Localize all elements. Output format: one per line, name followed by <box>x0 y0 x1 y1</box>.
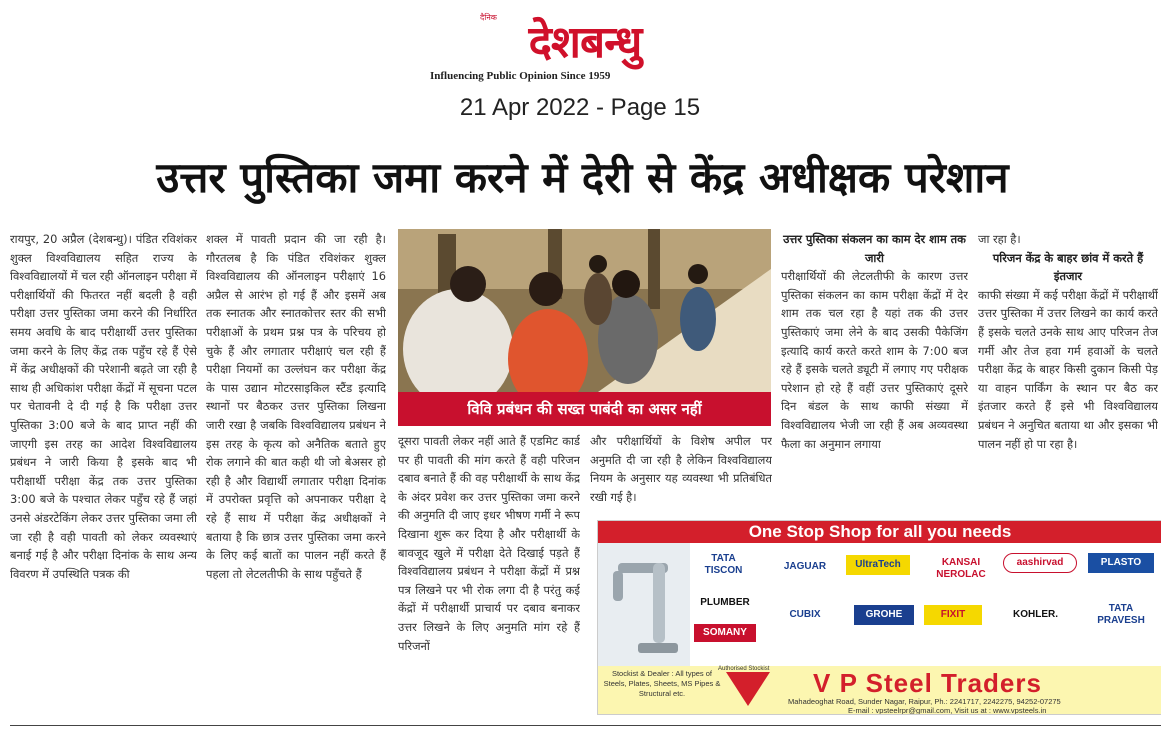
faucet-image <box>598 543 690 666</box>
brand-plumber: PLUMBER <box>700 597 750 608</box>
company-name: V P Steel Traders <box>813 668 1042 698</box>
column-text: काफी संख्या में कई परीक्षा केंद्रों में परीक्षार्थी उत्तर पुस्तिका में उत्तर लिखने का कार्य करते हैं इसके चलते उनके साथ आए परिजन तेज गर्मी और तेज हवा गर्म हवाओं के चलते परीक्षा केंद्र के बाहर किसी दुकान किसी पेड़ या वाहन पार्किंग के स्थान पर बैठ कर इंतजार करते हैं इसे भी विश्वविद्यालय प्रबंधन ने अनुचित बताया था और इसका भी पालन नहीं हो पा रहा है। <box>978 287 1158 451</box>
brand-grohe: GROHE <box>854 605 914 625</box>
column-text: परीक्षार्थियों की लेटलतीफी के कारण उत्तर पुस्तिका संकलन का काम परीक्षा केंद्रों में देर शाम तक चल रहा है यहां तक की उत्तर पुस्तिकाएं जमा लेने के बाद उसकी पैकेजिंग इत्यादि कार्य करते करते शाम के 7:00 बज रहे हैं इसके चलते ड्यूटी में लगाए गए परीक्षक परेशान हो रहे हैं वहीं उत्तर पुस्तिकाएं दूसरे दिन बंडल के साथ काफी संख्या में विश्वविद्यालय भेजी जा रही हैं अब अव्यवस्था फैला का अनुमान लगाया <box>781 269 968 451</box>
bottom-rule <box>10 725 1161 726</box>
brand-jaguar: JAGUAR <box>783 561 827 572</box>
column-text: दूसरा पावती लेकर नहीं आते हैं एडमिट कार्ड पर ही पावती की मांग करते हैं वही परिजन दबाव बनाते हैं की वह परीक्षार्थी के साथ केंद्र के अंदर प्रवेश कर उत्तर पुस्तिका जमा करने की अनुमति दी जाए इधर भीषण गर्मी ने रूप दिखाना शुरू कर दिया है और परीक्षार्थी के बावजूद खुले में परीक्षा देते दिखाई पड़ते हैं विश्वविद्यालय प्रबंधन ने परीक्षा केंद्रों में प्रश्न पत्र लिखने पर भी रोक लगा दी है परंतु कई केंद्रों में परीक्षार्थी प्राचार्य पर दबाव बनाकर उत्तर लिखने के लिए अनुमति मांग रहे हैं परिजनों <box>398 434 580 653</box>
authorised-label: Authorised Stockist <box>718 666 770 672</box>
column-subhead: उत्तर पुस्तिका संकलन का काम देर शाम तक जारी <box>783 232 966 265</box>
faucet-icon <box>598 543 690 666</box>
page-dateline: 21 Apr 2022 - Page 15 <box>459 94 701 121</box>
article-column-3 <box>398 432 580 715</box>
brand-ashirvad: aashirvad <box>1003 553 1077 573</box>
column-subhead: परिजन केंद्र के बाहर छांव में करते हैं इंतजार <box>992 250 1144 284</box>
stockist-info: Stockist & Dealer : All types of Steels, Plates, Sheets, MS Pipes & Structural etc. <box>603 669 721 698</box>
brand-tata-tiscon: TATA TISCON <box>704 553 743 576</box>
brand-ultratech: UltraTech <box>846 555 910 575</box>
column-text-top: जा रहा है। <box>978 232 1021 246</box>
company-address: Mahadeoghat Road, Sunder Nagar, Raipur, Ph.: 2241717, 2242275, 94252-07275 <box>788 697 1061 706</box>
article-column-1 <box>10 230 197 715</box>
article-headline: उत्तर पुस्तिका जमा करने में देरी से केंद्र अधीक्षक परेशान <box>156 153 1009 202</box>
column-text: और परीक्षार्थियों के विशेष अपील पर अनुमति दी जा रही है लेकिन विश्वविद्यालय नियम के अनुसार यह व्यवस्था भी प्रतिबंधित रखी गई है। <box>590 434 772 504</box>
masthead-small-text: दैनिक <box>480 13 497 22</box>
article-column-6 <box>978 230 1158 515</box>
photo-caption: विवि प्रबंधन की सख्त पाबंदी का असर नहीं <box>398 392 771 426</box>
column-text: रायपुर, 20 अप्रैल (देशबन्धु)। पंडित रविशंकर शुक्ल विश्वविद्यालय सहित राज्य के विश्वविद्यालयों में चल रही ऑनलाइन परीक्षा में परीक्षार्थियों की फितरत नहीं बदली है वही परीक्षा उत्तर पुस्तिका जमा करने की निर्धारित समय अवधि के बाद परीक्षार्थी उत्तर पुस्तिका जमा करने के लिए केंद्र तक पहुँच रहे हैं ऐसे में केंद्र अधीक्षकों की परेशानी बढ़ते जा रही है साथ ही अधिकांश परीक्षा केंद्रों में सूचना पटल पर चेतावनी दे दी गई है कि परीक्षा उत्तर पुस्तिका 3:00 बजे के बाद प्राप्त नहीं की जाएगी इस तरह का आदेश विश्वविद्यालय प्रबंधन ने जारी किया है इसके बाद भी परीक्षार्थी परीक्षा केंद्र तक उत्तर पुस्तिका 3:00 बजे के पश्चात लेकर पहुँच रहे हैं जहां उनसे अंडरटेकिंग लेकर उत्तर पुस्तिका जमा ली जा रही है वही पावती को लेकर व्यवस्थाएं बनाई गई है और परीक्षा दिनांक के साथ अन्य विवरण में उपस्थिति पत्रक की <box>10 232 197 581</box>
column-text: शक्ल में पावती प्रदान की जा रही है। गौरतलब है कि पंडित रविशंकर शुक्ल विश्वविद्यालय की ऑनलाइन परीक्षाएं 16 अप्रैल से आरंभ हो गई हैं और इसमें अब तक स्नातक और स्नातकोत्तर स्तर की सभी परीक्षाओं के प्रथम प्रश्न पत्र के परिचय हो चुके हैं और लगातार परीक्षाएं चल रही हैं परीक्षा नियमों का उल्लंघन कर परीक्षा केंद्र के पास उद्यान मोटरसाइकिल स्टैंड इत्यादि स्थानों पर बैठकर उत्तर पुस्तिका लिखना जारी रखा है जबकि विश्वविद्यालय प्रबंधन ने इस तरह के कृत्य को अनैतिक बताते हुए रोक लगाने की बात कही थी जो बेअसर हो रही है और विद्यार्थी लगातार परीक्षा दिनांक में उपरोक्त प्रवृत्ति को अपनाकर परीक्षा दे रहे हैं साथ में परीक्षा केंद्र अधीक्षकों ने बताया है कि छात्र उत्तर पुस्तिका जमा करने के लिए कई बातों का पालन नहीं करते हैं पहला तो लेटलतीफी के साथ पहुँचते हैं <box>206 232 386 581</box>
brand-kohler: KOHLER. <box>1013 609 1058 620</box>
ad-dealer-strip <box>598 666 1161 714</box>
article-column-2 <box>206 230 386 715</box>
ad-banner: One Stop Shop for all you needs <box>598 521 1161 543</box>
brand-kansai-nerolac: KANSAI NEROLAC <box>936 557 986 580</box>
article-column-4 <box>590 432 772 512</box>
brand-plasto: PLASTO <box>1088 553 1154 573</box>
vp-logo-icon <box>726 672 770 706</box>
advertisement <box>597 520 1161 715</box>
news-photo <box>398 229 771 392</box>
brand-tata-pravesh: TATA PRAVESH <box>1097 603 1145 626</box>
brand-cubix: CUBIX <box>789 609 821 620</box>
crowd-photo-illustration <box>398 229 771 392</box>
brand-somany: SOMANY <box>694 624 756 642</box>
brand-fixit: FIXIT <box>924 605 982 625</box>
masthead-tagline: Influencing Public Opinion Since 1959 <box>430 70 611 82</box>
masthead <box>420 12 750 82</box>
company-email: E-mail : vpsteelrpr@gmail.com, Visit us at : www.vpsteels.in <box>848 706 1047 715</box>
newspaper-logo: देशबन्धु <box>528 17 642 68</box>
article-column-5 <box>781 230 968 515</box>
